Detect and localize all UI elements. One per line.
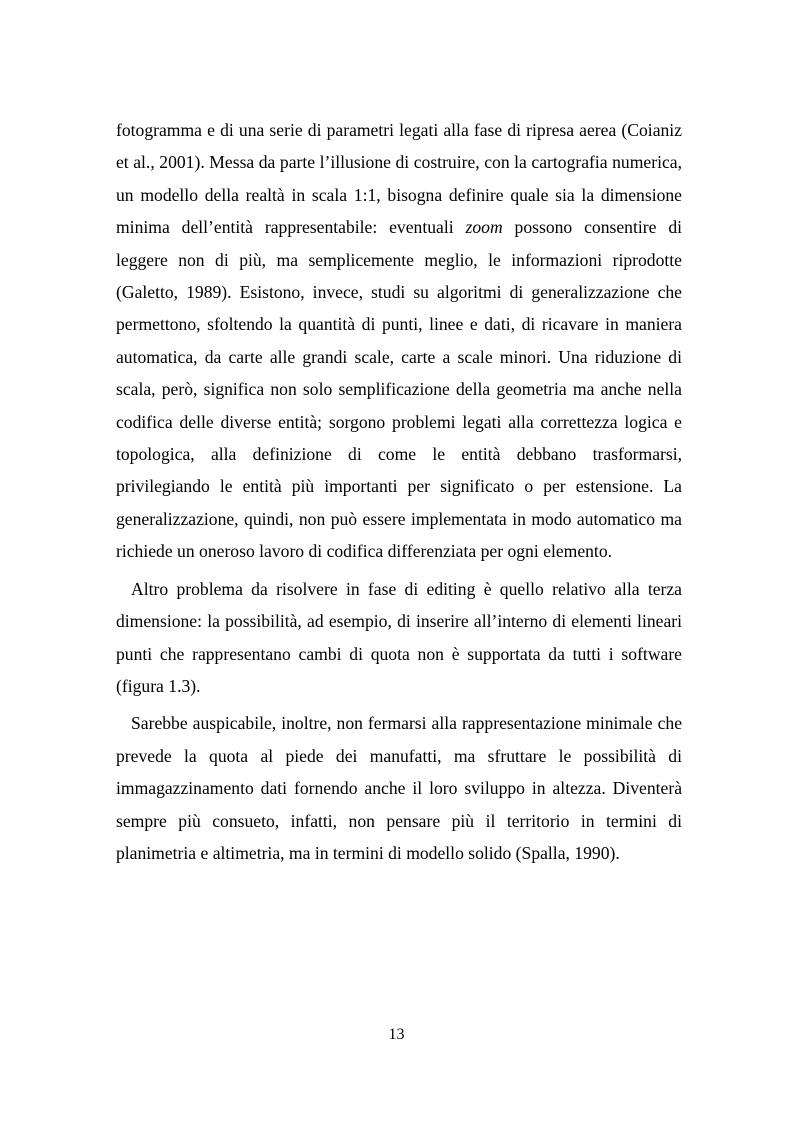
body-text [116, 114, 682, 874]
paragraph-solid-model: Sarebbe auspicabile, inoltre, non fermarsi alla rappresentazione minimale che prevede la quota al piede dei manufatti, ma sfruttare le possibilità di immagazzinamento dati fornendo anche il loro sviluppo in altezza. Diventerà sempre più consueto, infatti, non pensare più il territorio in termini di planimetria e altimetria, ma in termini di modello solido (Spalla, 1990). [116, 713, 682, 863]
page-number: 13 [388, 1026, 405, 1043]
paragraph-1-text-b: possono consentire di leggere non di più, ma semplicemente meglio, le informazioni riprodotte (Galetto, 1989). Esistono, invece, studi su algoritmi di generalizzazione che permettono, sfoltendo la quantità di punti, linee e dati, di ricavare in maniera automatica, da carte alle grandi scale, carte a scale minori. Una riduzione di scala, però, significa non solo semplificazione della geometria ma anche nella codifica delle diverse entità; sorgono problemi legati alla correttezza logica e topologica, alla definizione di come le entità debbano trasformarsi, privilegiando le entità più importanti per significato o per estensione. La generalizzazione, quindi, non può essere implementata in modo automatico ma richiede un oneroso lavoro di codifica differenziata per ogni elemento. [116, 217, 683, 562]
paragraph-continuation [116, 114, 682, 568]
paragraph-1-italic-term: zoom [465, 217, 503, 238]
paragraph-1-text-a: fotogramma e di una serie di parametri legati alla fase di ripresa aerea (Coianiz et al., 2001). Messa da parte l’illusione di costruire, con la cartografia numerica, un modello della realtà in scala 1:1, bisogna definire quale sia la dimensione minima dell’entità rappresentabile: eventuali [116, 120, 682, 238]
paragraph-editing-third-dimension: Altro problema da risolvere in fase di editing è quello relativo alla terza dimensione: la possibilità, ad esempio, di inserire all’interno di elementi lineari punti che rappresentano cambi di quota non è supportata da tutti i software (figura 1.3). [116, 578, 682, 696]
